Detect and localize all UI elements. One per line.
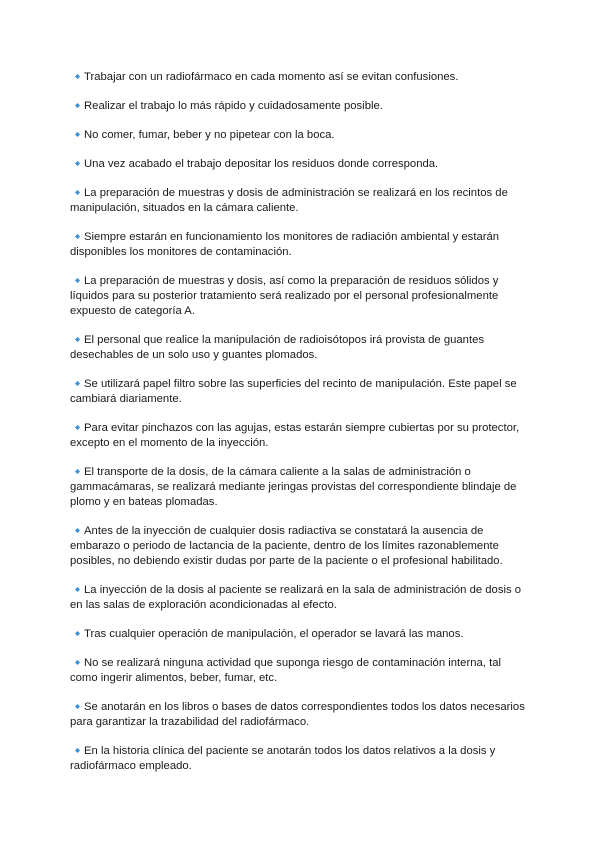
list-item [70, 274, 530, 319]
list-item [70, 524, 530, 569]
list-item [70, 744, 530, 774]
list-item-text: Realizar el trabajo lo más rápido y cuidadosamente posible. [84, 100, 383, 112]
list-item-text: Siempre estarán en funcionamiento los monitores de radiación ambiental y estarán disponibles los monitores de contaminación. [70, 231, 500, 258]
list-item [70, 627, 530, 642]
list-item [70, 230, 530, 260]
list-item-text: El personal que realice la manipulación de radioisótopos irá provista de guantes desechables de un solo uso y guantes plomados. [70, 334, 485, 361]
list-item [70, 99, 530, 114]
list-item-text: En la historia clínica del paciente se anotarán todos los datos relativos a la dosis y radiofármaco empleado. [70, 745, 496, 772]
list-item [70, 186, 530, 216]
list-item-text: Tras cualquier operación de manipulación, el operador se lavará las manos. [84, 628, 464, 640]
list-item-text: Se utilizará papel filtro sobre las superficies del recinto de manipulación. Este papel se cambiará diariamente. [70, 378, 517, 405]
list-item [70, 128, 530, 143]
list-item-text: No se realizará ninguna actividad que suponga riesgo de contaminación interna, tal como ingerir alimentos, beber, fumar, etc. [70, 657, 501, 684]
list-item [70, 333, 530, 363]
precautions-list [70, 70, 530, 788]
diamond-bullet-icon [75, 190, 80, 195]
list-item [70, 583, 530, 613]
diamond-bullet-icon [75, 381, 80, 386]
diamond-bullet-icon [75, 278, 80, 283]
diamond-bullet-icon [75, 132, 80, 137]
list-item-text: Una vez acabado el trabajo depositar los residuos donde corresponda. [84, 158, 439, 170]
list-item-text: Se anotarán en los libros o bases de datos correspondientes todos los datos necesarios para garantizar la trazabilidad del radiofármaco. [70, 701, 525, 728]
diamond-bullet-icon [75, 425, 80, 430]
diamond-bullet-icon [75, 234, 80, 239]
list-item-text: La preparación de muestras y dosis, así como la preparación de residuos sólidos y líquidos para su posterior tratamiento será realizado por el personal profesionalmente expuesto de categoría A. [70, 275, 499, 317]
list-item [70, 377, 530, 407]
diamond-bullet-icon [75, 528, 80, 533]
list-item-text: Trabajar con un radiofármaco en cada momento así se evitan confusiones. [84, 71, 459, 83]
list-item-text: La inyección de la dosis al paciente se realizará en la sala de administración de dosis o en las salas de exploración acondicionadas al efecto. [70, 584, 522, 611]
list-item [70, 421, 530, 451]
list-item [70, 70, 530, 85]
diamond-bullet-icon [75, 631, 80, 636]
list-item-text: Para evitar pinchazos con las agujas, estas estarán siempre cubiertas por su protector, excepto en el momento de la inyección. [70, 422, 520, 449]
diamond-bullet-icon [75, 161, 80, 166]
diamond-bullet-icon [75, 469, 80, 474]
list-item [70, 656, 530, 686]
diamond-bullet-icon [75, 660, 80, 665]
diamond-bullet-icon [75, 704, 80, 709]
diamond-bullet-icon [75, 337, 80, 342]
list-item-text: La preparación de muestras y dosis de administración se realizará en los recintos de manipulación, situados en la cámara caliente. [70, 187, 508, 214]
list-item [70, 700, 530, 730]
diamond-bullet-icon [75, 74, 80, 79]
diamond-bullet-icon [75, 587, 80, 592]
diamond-bullet-icon [75, 103, 80, 108]
list-item [70, 465, 530, 510]
list-item-text: El transporte de la dosis, de la cámara caliente a la salas de administración o gammacámaras, se realizará mediante jeringas provistas del correspondiente blindaje de plomo y en bateas plomadas. [70, 466, 517, 508]
list-item-text: Antes de la inyección de cualquier dosis radiactiva se constatará la ausencia de embarazo o periodo de lactancia de la paciente, dentro de los límites razonablemente posibles, no debiendo existir dudas por parte de la paciente o el profesional habilitado. [70, 525, 503, 567]
list-item-text: No comer, fumar, beber y no pipetear con la boca. [84, 129, 335, 141]
list-item [70, 157, 530, 172]
diamond-bullet-icon [75, 748, 80, 753]
